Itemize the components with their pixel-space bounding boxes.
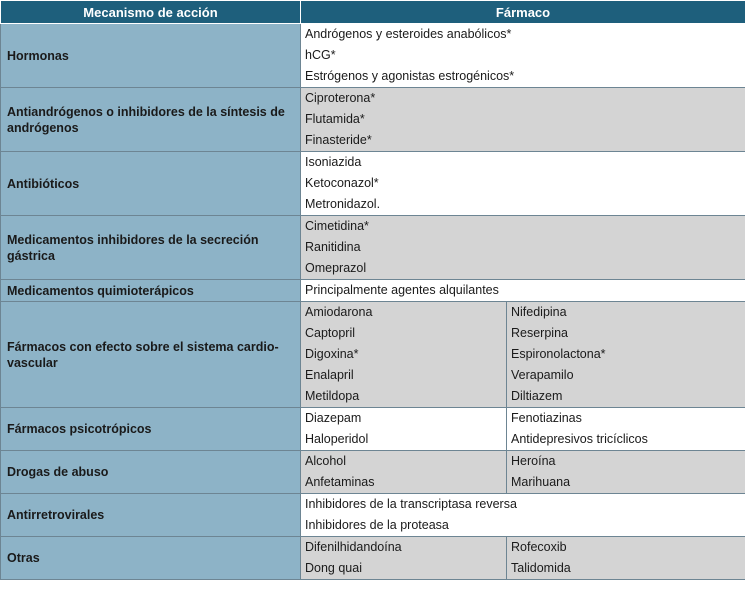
drug-item: Isoniazida bbox=[305, 155, 362, 169]
drug-item: Nifedipina bbox=[511, 305, 567, 319]
table-row bbox=[1, 216, 745, 280]
drug-item: Espironolactona* bbox=[511, 347, 606, 361]
drug-item: Alcohol bbox=[305, 454, 346, 468]
drug-item: Metronidazol. bbox=[305, 197, 381, 211]
drug-cell bbox=[301, 537, 507, 580]
drug-cell bbox=[301, 408, 507, 451]
mechanism-cell: Fármacos con efecto sobre el sistema cardio-vascular bbox=[1, 302, 301, 408]
drug-cell bbox=[507, 451, 745, 494]
mechanism-cell: Fármacos psicotrópicos bbox=[1, 408, 301, 451]
drug-cell bbox=[507, 302, 745, 408]
drug-item: Fenotiazinas bbox=[511, 411, 582, 425]
drug-item: Rofecoxib bbox=[511, 540, 567, 554]
drug-item: Anfetaminas bbox=[305, 475, 375, 489]
drug-cell bbox=[301, 216, 745, 280]
drug-item: Haloperidol bbox=[305, 432, 369, 446]
drug-item: Metildopa bbox=[305, 389, 360, 403]
table-row bbox=[1, 152, 745, 216]
drug-item: Diltiazem bbox=[511, 389, 563, 403]
drug-item: Amiodarona bbox=[305, 305, 373, 319]
drug-item: Difenilhidandoína bbox=[305, 540, 402, 554]
mechanism-cell: Otras bbox=[1, 537, 301, 580]
drug-item: Flutamida* bbox=[305, 112, 365, 126]
drug-cell bbox=[301, 494, 745, 537]
drug-item: Diazepam bbox=[305, 411, 362, 425]
drug-cell bbox=[507, 537, 745, 580]
mechanism-cell: Antirretrovirales bbox=[1, 494, 301, 537]
drug-item: Inhibidores de la transcriptasa reversa bbox=[305, 497, 517, 511]
table-row bbox=[1, 494, 745, 537]
drug-item: Heroína bbox=[511, 454, 556, 468]
drug-item: Andrógenos y esteroides anabólicos* bbox=[305, 27, 512, 41]
mechanism-cell: Drogas de abuso bbox=[1, 451, 301, 494]
drug-item: Marihuana bbox=[511, 475, 571, 489]
mechanism-cell: Medicamentos quimioterápicos bbox=[1, 280, 301, 302]
drug-item: Captopril bbox=[305, 326, 356, 340]
table-row bbox=[1, 451, 745, 494]
drug-cell bbox=[507, 408, 745, 451]
drug-item: Reserpina bbox=[511, 326, 568, 340]
drug-cell bbox=[301, 24, 745, 88]
drug-cell bbox=[301, 152, 745, 216]
drug-item: Omeprazol bbox=[305, 261, 367, 275]
table-header-row bbox=[1, 1, 745, 24]
header-drug: Fármaco bbox=[301, 1, 745, 24]
drug-item: Enalapril bbox=[305, 368, 354, 382]
drug-item: Digoxina* bbox=[305, 347, 359, 361]
drug-item: Inhibidores de la proteasa bbox=[305, 518, 449, 532]
drug-item: Ciproterona* bbox=[305, 91, 376, 105]
mechanism-cell: Antiandrógenos o inhibidores de la síntesis de andrógenos bbox=[1, 88, 301, 152]
mechanism-cell: Hormonas bbox=[1, 24, 301, 88]
table-row bbox=[1, 537, 745, 580]
drug-item: Ketoconazol* bbox=[305, 176, 379, 190]
drug-item: hCG* bbox=[305, 48, 336, 62]
drug-cell bbox=[301, 88, 745, 152]
table-row bbox=[1, 408, 745, 451]
drug-item: Cimetidina* bbox=[305, 219, 369, 233]
mechanism-cell: Medicamentos inhibidores de la secreción gástrica bbox=[1, 216, 301, 280]
mechanism-cell: Antibióticos bbox=[1, 152, 301, 216]
drug-cell bbox=[301, 280, 745, 302]
drug-item: Talidomida bbox=[511, 561, 571, 575]
drug-item: Finasteride* bbox=[305, 133, 372, 147]
drug-item: Estrógenos y agonistas estrogénicos* bbox=[305, 69, 515, 83]
table-row bbox=[1, 280, 745, 302]
header-mechanism: Mecanismo de acción bbox=[1, 1, 301, 24]
table-row bbox=[1, 24, 745, 88]
drug-cell bbox=[301, 302, 507, 408]
drug-item: Dong quai bbox=[305, 561, 362, 575]
drug-item: Principalmente agentes alquilantes bbox=[305, 283, 499, 297]
table-row bbox=[1, 88, 745, 152]
drug-cell bbox=[301, 451, 507, 494]
drug-item: Verapamilo bbox=[511, 368, 574, 382]
table-row bbox=[1, 302, 745, 408]
drug-item: Antidepresivos tricíclicos bbox=[511, 432, 648, 446]
drug-item: Ranitidina bbox=[305, 240, 361, 254]
